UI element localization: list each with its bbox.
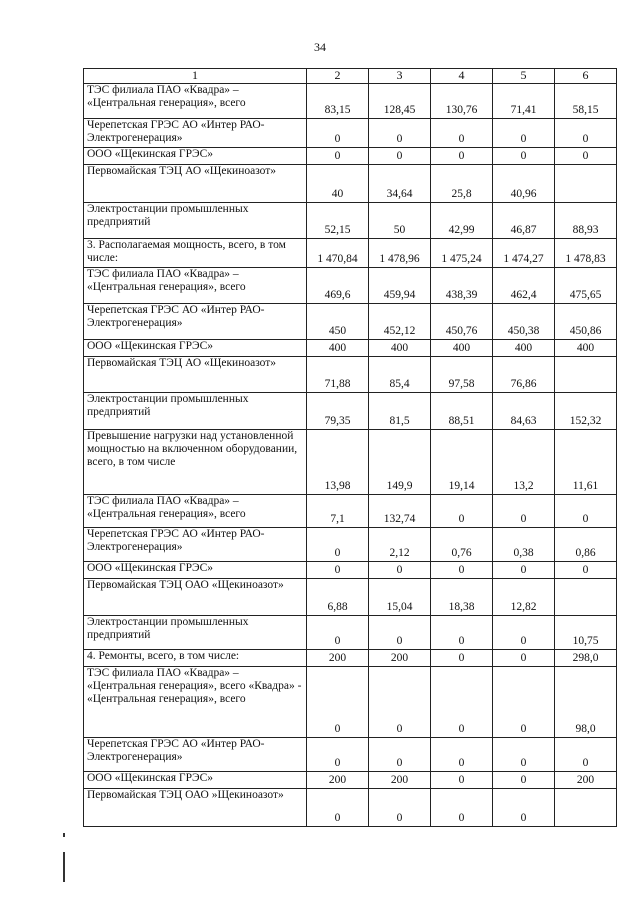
value-cell: 18,38 <box>431 579 493 616</box>
row-label: ООО «Щекинская ГРЭС» <box>84 772 307 789</box>
value-cell: 0 <box>493 772 555 789</box>
table-row <box>84 84 617 119</box>
value-cell: 88,93 <box>555 203 617 239</box>
table-row <box>84 165 617 203</box>
value-cell: 76,86 <box>493 357 555 393</box>
table-row <box>84 650 617 667</box>
value-cell: 1 474,27 <box>493 239 555 268</box>
row-label: Первомайская ТЭЦ ОАО »Щекиноазот» <box>84 789 307 827</box>
value-cell: 15,04 <box>369 579 431 616</box>
value-cell: 0 <box>369 789 431 827</box>
value-cell: 25,8 <box>431 165 493 203</box>
table-row <box>84 772 617 789</box>
table-row <box>84 239 617 268</box>
value-cell: 83,15 <box>307 84 369 119</box>
value-cell: 462,4 <box>493 268 555 304</box>
value-cell: 0 <box>493 495 555 528</box>
value-cell: 0 <box>431 495 493 528</box>
value-cell: 34,64 <box>369 165 431 203</box>
value-cell: 1 475,24 <box>431 239 493 268</box>
header-cell: 3 <box>369 69 431 84</box>
header-cell: 2 <box>307 69 369 84</box>
value-cell: 459,94 <box>369 268 431 304</box>
row-label: 3. Располагаемая мощность, всего, в том числе: <box>84 239 307 268</box>
row-label: Черепетская ГРЭС АО «Интер РАО-Электрогенерация» <box>84 304 307 340</box>
value-cell: 0 <box>493 667 555 738</box>
value-cell: 469,6 <box>307 268 369 304</box>
value-cell: 0 <box>369 562 431 579</box>
value-cell: 0 <box>307 616 369 650</box>
row-label: Первомайская ТЭЦ ОАО «Щекиноазот» <box>84 579 307 616</box>
value-cell: 71,88 <box>307 357 369 393</box>
value-cell: 0 <box>431 562 493 579</box>
value-cell: 10,75 <box>555 616 617 650</box>
table-row <box>84 119 617 148</box>
value-cell: 0 <box>493 119 555 148</box>
table-row <box>84 393 617 430</box>
header-cell: 5 <box>493 69 555 84</box>
value-cell: 152,32 <box>555 393 617 430</box>
value-cell: 13,98 <box>307 430 369 495</box>
value-cell: 149,9 <box>369 430 431 495</box>
scan-mark <box>63 852 65 882</box>
row-label: Электростанции промышленных предприятий <box>84 393 307 430</box>
table-row <box>84 528 617 562</box>
value-cell: 0 <box>431 667 493 738</box>
value-cell: 6,88 <box>307 579 369 616</box>
value-cell: 450,76 <box>431 304 493 340</box>
value-cell: 0 <box>555 119 617 148</box>
value-cell: 0,38 <box>493 528 555 562</box>
data-table <box>83 68 617 827</box>
row-label: Электростанции промышленных предприятий <box>84 616 307 650</box>
value-cell: 200 <box>307 650 369 667</box>
page-number: 34 <box>314 40 326 54</box>
row-label: ООО «Щекинская ГРЭС» <box>84 340 307 357</box>
value-cell: 97,58 <box>431 357 493 393</box>
value-cell: 0 <box>307 667 369 738</box>
table-row <box>84 495 617 528</box>
value-cell: 0 <box>369 119 431 148</box>
value-cell: 88,51 <box>431 393 493 430</box>
value-cell: 0 <box>369 738 431 772</box>
row-label: Электростанции промышленных предприятий <box>84 203 307 239</box>
row-label: ООО «Щекинская ГРЭС» <box>84 148 307 165</box>
value-cell: 450,38 <box>493 304 555 340</box>
table-row <box>84 616 617 650</box>
value-cell: 2,12 <box>369 528 431 562</box>
value-cell: 200 <box>369 772 431 789</box>
row-label: ТЭС филиала ПАО «Квадра» – «Центральная генерация», всего «Квадра» - «Центральная генерация», всего <box>84 667 307 738</box>
value-cell: 0 <box>555 738 617 772</box>
value-cell: 452,12 <box>369 304 431 340</box>
value-cell: 13,2 <box>493 430 555 495</box>
value-cell: 79,35 <box>307 393 369 430</box>
value-cell: 0 <box>307 528 369 562</box>
value-cell: 40 <box>307 165 369 203</box>
value-cell: 19,14 <box>431 430 493 495</box>
value-cell: 40,96 <box>493 165 555 203</box>
value-cell: 0 <box>431 119 493 148</box>
value-cell: 1 478,83 <box>555 239 617 268</box>
value-cell: 400 <box>555 340 617 357</box>
value-cell: 0,76 <box>431 528 493 562</box>
table-row <box>84 430 617 495</box>
value-cell: 450 <box>307 304 369 340</box>
value-cell: 1 470,84 <box>307 239 369 268</box>
value-cell: 52,15 <box>307 203 369 239</box>
value-cell: 0 <box>493 562 555 579</box>
table-row <box>84 340 617 357</box>
value-cell: 0 <box>307 562 369 579</box>
table-row <box>84 562 617 579</box>
row-label: Первомайская ТЭЦ АО «Щекиноазот» <box>84 357 307 393</box>
value-cell: 128,45 <box>369 84 431 119</box>
value-cell: 0 <box>431 650 493 667</box>
value-cell: 400 <box>307 340 369 357</box>
value-cell: 0 <box>369 616 431 650</box>
value-cell: 0 <box>431 738 493 772</box>
value-cell: 0 <box>307 789 369 827</box>
value-cell: 400 <box>369 340 431 357</box>
row-label: Первомайская ТЭЦ АО «Щекиноазот» <box>84 165 307 203</box>
value-cell: 200 <box>369 650 431 667</box>
header-row <box>84 69 617 84</box>
table-body <box>84 69 617 827</box>
value-cell: 0 <box>431 148 493 165</box>
value-cell <box>555 357 617 393</box>
value-cell: 298,0 <box>555 650 617 667</box>
value-cell: 0 <box>555 148 617 165</box>
value-cell: 475,65 <box>555 268 617 304</box>
table-row <box>84 789 617 827</box>
value-cell: 85,4 <box>369 357 431 393</box>
value-cell: 0 <box>493 789 555 827</box>
value-cell: 132,74 <box>369 495 431 528</box>
table-row <box>84 304 617 340</box>
value-cell: 0 <box>493 650 555 667</box>
value-cell: 46,87 <box>493 203 555 239</box>
header-cell: 4 <box>431 69 493 84</box>
row-label: Превышение нагрузки над установленной мощностью на включенном оборудовании, всего, в том числе <box>84 430 307 495</box>
row-label: 4. Ремонты, всего, в том числе: <box>84 650 307 667</box>
table-row <box>84 579 617 616</box>
value-cell: 71,41 <box>493 84 555 119</box>
value-cell: 1 478,96 <box>369 239 431 268</box>
table-row <box>84 148 617 165</box>
value-cell: 81,5 <box>369 393 431 430</box>
value-cell: 400 <box>431 340 493 357</box>
header-cell: 1 <box>84 69 307 84</box>
value-cell: 400 <box>493 340 555 357</box>
value-cell: 42,99 <box>431 203 493 239</box>
value-cell <box>555 579 617 616</box>
row-label: Черепетская ГРЭС АО «Интер РАО-Электрогенерация» <box>84 119 307 148</box>
table-row <box>84 738 617 772</box>
value-cell: 0 <box>307 119 369 148</box>
table-row <box>84 268 617 304</box>
table-row <box>84 667 617 738</box>
value-cell <box>555 789 617 827</box>
value-cell: 58,15 <box>555 84 617 119</box>
value-cell: 0 <box>307 148 369 165</box>
row-label: Черепетская ГРЭС АО «Интер РАО-Электрогенерация» <box>84 528 307 562</box>
value-cell: 0 <box>369 667 431 738</box>
value-cell: 11,61 <box>555 430 617 495</box>
scan-mark <box>63 833 65 837</box>
table-row <box>84 357 617 393</box>
value-cell: 0 <box>555 562 617 579</box>
row-label: ООО «Щекинская ГРЭС» <box>84 562 307 579</box>
value-cell: 0 <box>493 148 555 165</box>
value-cell: 0 <box>431 772 493 789</box>
value-cell: 84,63 <box>493 393 555 430</box>
value-cell: 12,82 <box>493 579 555 616</box>
table-row <box>84 203 617 239</box>
value-cell: 0 <box>555 495 617 528</box>
value-cell: 0 <box>493 738 555 772</box>
value-cell: 0 <box>431 616 493 650</box>
value-cell: 0 <box>493 616 555 650</box>
value-cell <box>555 165 617 203</box>
value-cell: 0,86 <box>555 528 617 562</box>
value-cell: 0 <box>307 738 369 772</box>
row-label: ТЭС филиала ПАО «Квадра» – «Центральная генерация», всего <box>84 84 307 119</box>
value-cell: 7,1 <box>307 495 369 528</box>
value-cell: 98,0 <box>555 667 617 738</box>
row-label: ТЭС филиала ПАО «Квадра» – «Центральная генерация», всего <box>84 495 307 528</box>
value-cell: 0 <box>431 789 493 827</box>
value-cell: 450,86 <box>555 304 617 340</box>
value-cell: 200 <box>555 772 617 789</box>
value-cell: 0 <box>369 148 431 165</box>
value-cell: 438,39 <box>431 268 493 304</box>
row-label: Черепетская ГРЭС АО «Интер РАО-Электрогенерация» <box>84 738 307 772</box>
row-label: ТЭС филиала ПАО «Квадра» – «Центральная генерация», всего <box>84 268 307 304</box>
value-cell: 50 <box>369 203 431 239</box>
value-cell: 200 <box>307 772 369 789</box>
value-cell: 130,76 <box>431 84 493 119</box>
header-cell: 6 <box>555 69 617 84</box>
